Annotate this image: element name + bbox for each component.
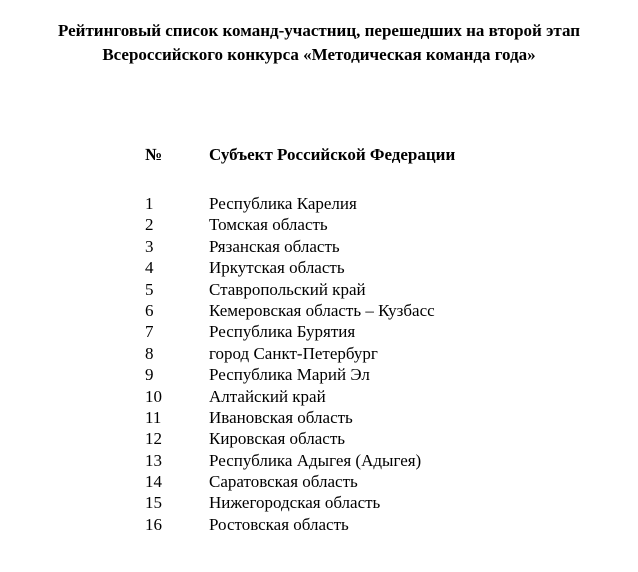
row-number: 12: [145, 429, 162, 449]
table-row: [0, 257, 638, 278]
table-row: [0, 407, 638, 428]
table-row: [0, 514, 638, 535]
table-row: [0, 386, 638, 407]
row-subject: Ставропольский край: [209, 279, 366, 299]
table-header: [0, 143, 638, 167]
row-subject: город Санкт-Петербург: [209, 343, 378, 363]
row-subject: Нижегородская область: [209, 493, 381, 513]
row-subject: Кировская область: [209, 429, 346, 449]
row-subject: Саратовская область: [209, 472, 358, 492]
row-subject: Ростовская область: [209, 514, 349, 534]
row-number: 5: [145, 279, 154, 299]
table-row: [0, 321, 638, 342]
row-subject: Рязанская область: [209, 236, 340, 256]
table-row: [0, 428, 638, 449]
row-number: 15: [145, 493, 162, 513]
table-row: [0, 450, 638, 471]
row-subject: Республика Бурятия: [209, 322, 356, 342]
row-number: 1: [145, 194, 154, 213]
ranking-list: [0, 193, 638, 535]
table-row: [0, 214, 638, 235]
row-subject: Кемеровская область – Кузбасс: [209, 300, 435, 320]
header-subject: Субъект Российской Федерации: [209, 145, 456, 164]
row-number: 8: [145, 343, 154, 363]
table-row: [0, 300, 638, 321]
row-number: 10: [145, 386, 162, 406]
row-subject: Республика Карелия: [209, 194, 357, 213]
row-number: 14: [145, 472, 162, 492]
row-number: 9: [145, 365, 154, 385]
title-line-1: Рейтинговый список команд-участниц, перешедших на второй этап: [57, 21, 581, 40]
table-row: [0, 471, 638, 492]
title-line-2: Всероссийского конкурса «Методическая команда года»: [102, 45, 536, 64]
row-subject: Республика Марий Эл: [209, 365, 370, 385]
header-number: №: [145, 145, 163, 164]
row-number: 13: [145, 450, 162, 470]
row-subject: Томская область: [209, 215, 328, 235]
table-row: [0, 236, 638, 257]
row-number: 16: [145, 514, 162, 534]
row-subject: Иркутская область: [209, 258, 345, 278]
row-subject: Ивановская область: [209, 407, 353, 427]
row-number: 11: [145, 407, 162, 427]
table-row: [0, 279, 638, 300]
row-subject: Республика Адыгея (Адыгея): [209, 450, 422, 470]
row-number: 7: [145, 322, 154, 342]
row-number: 2: [145, 215, 154, 235]
row-number: 6: [145, 300, 154, 320]
row-number: 4: [145, 258, 154, 278]
document-title: [0, 19, 638, 67]
table-row: [0, 193, 638, 214]
table-row: [0, 343, 638, 364]
table-row: [0, 364, 638, 385]
row-number: 3: [145, 236, 154, 256]
table-row: [0, 492, 638, 513]
row-subject: Алтайский край: [209, 386, 326, 406]
